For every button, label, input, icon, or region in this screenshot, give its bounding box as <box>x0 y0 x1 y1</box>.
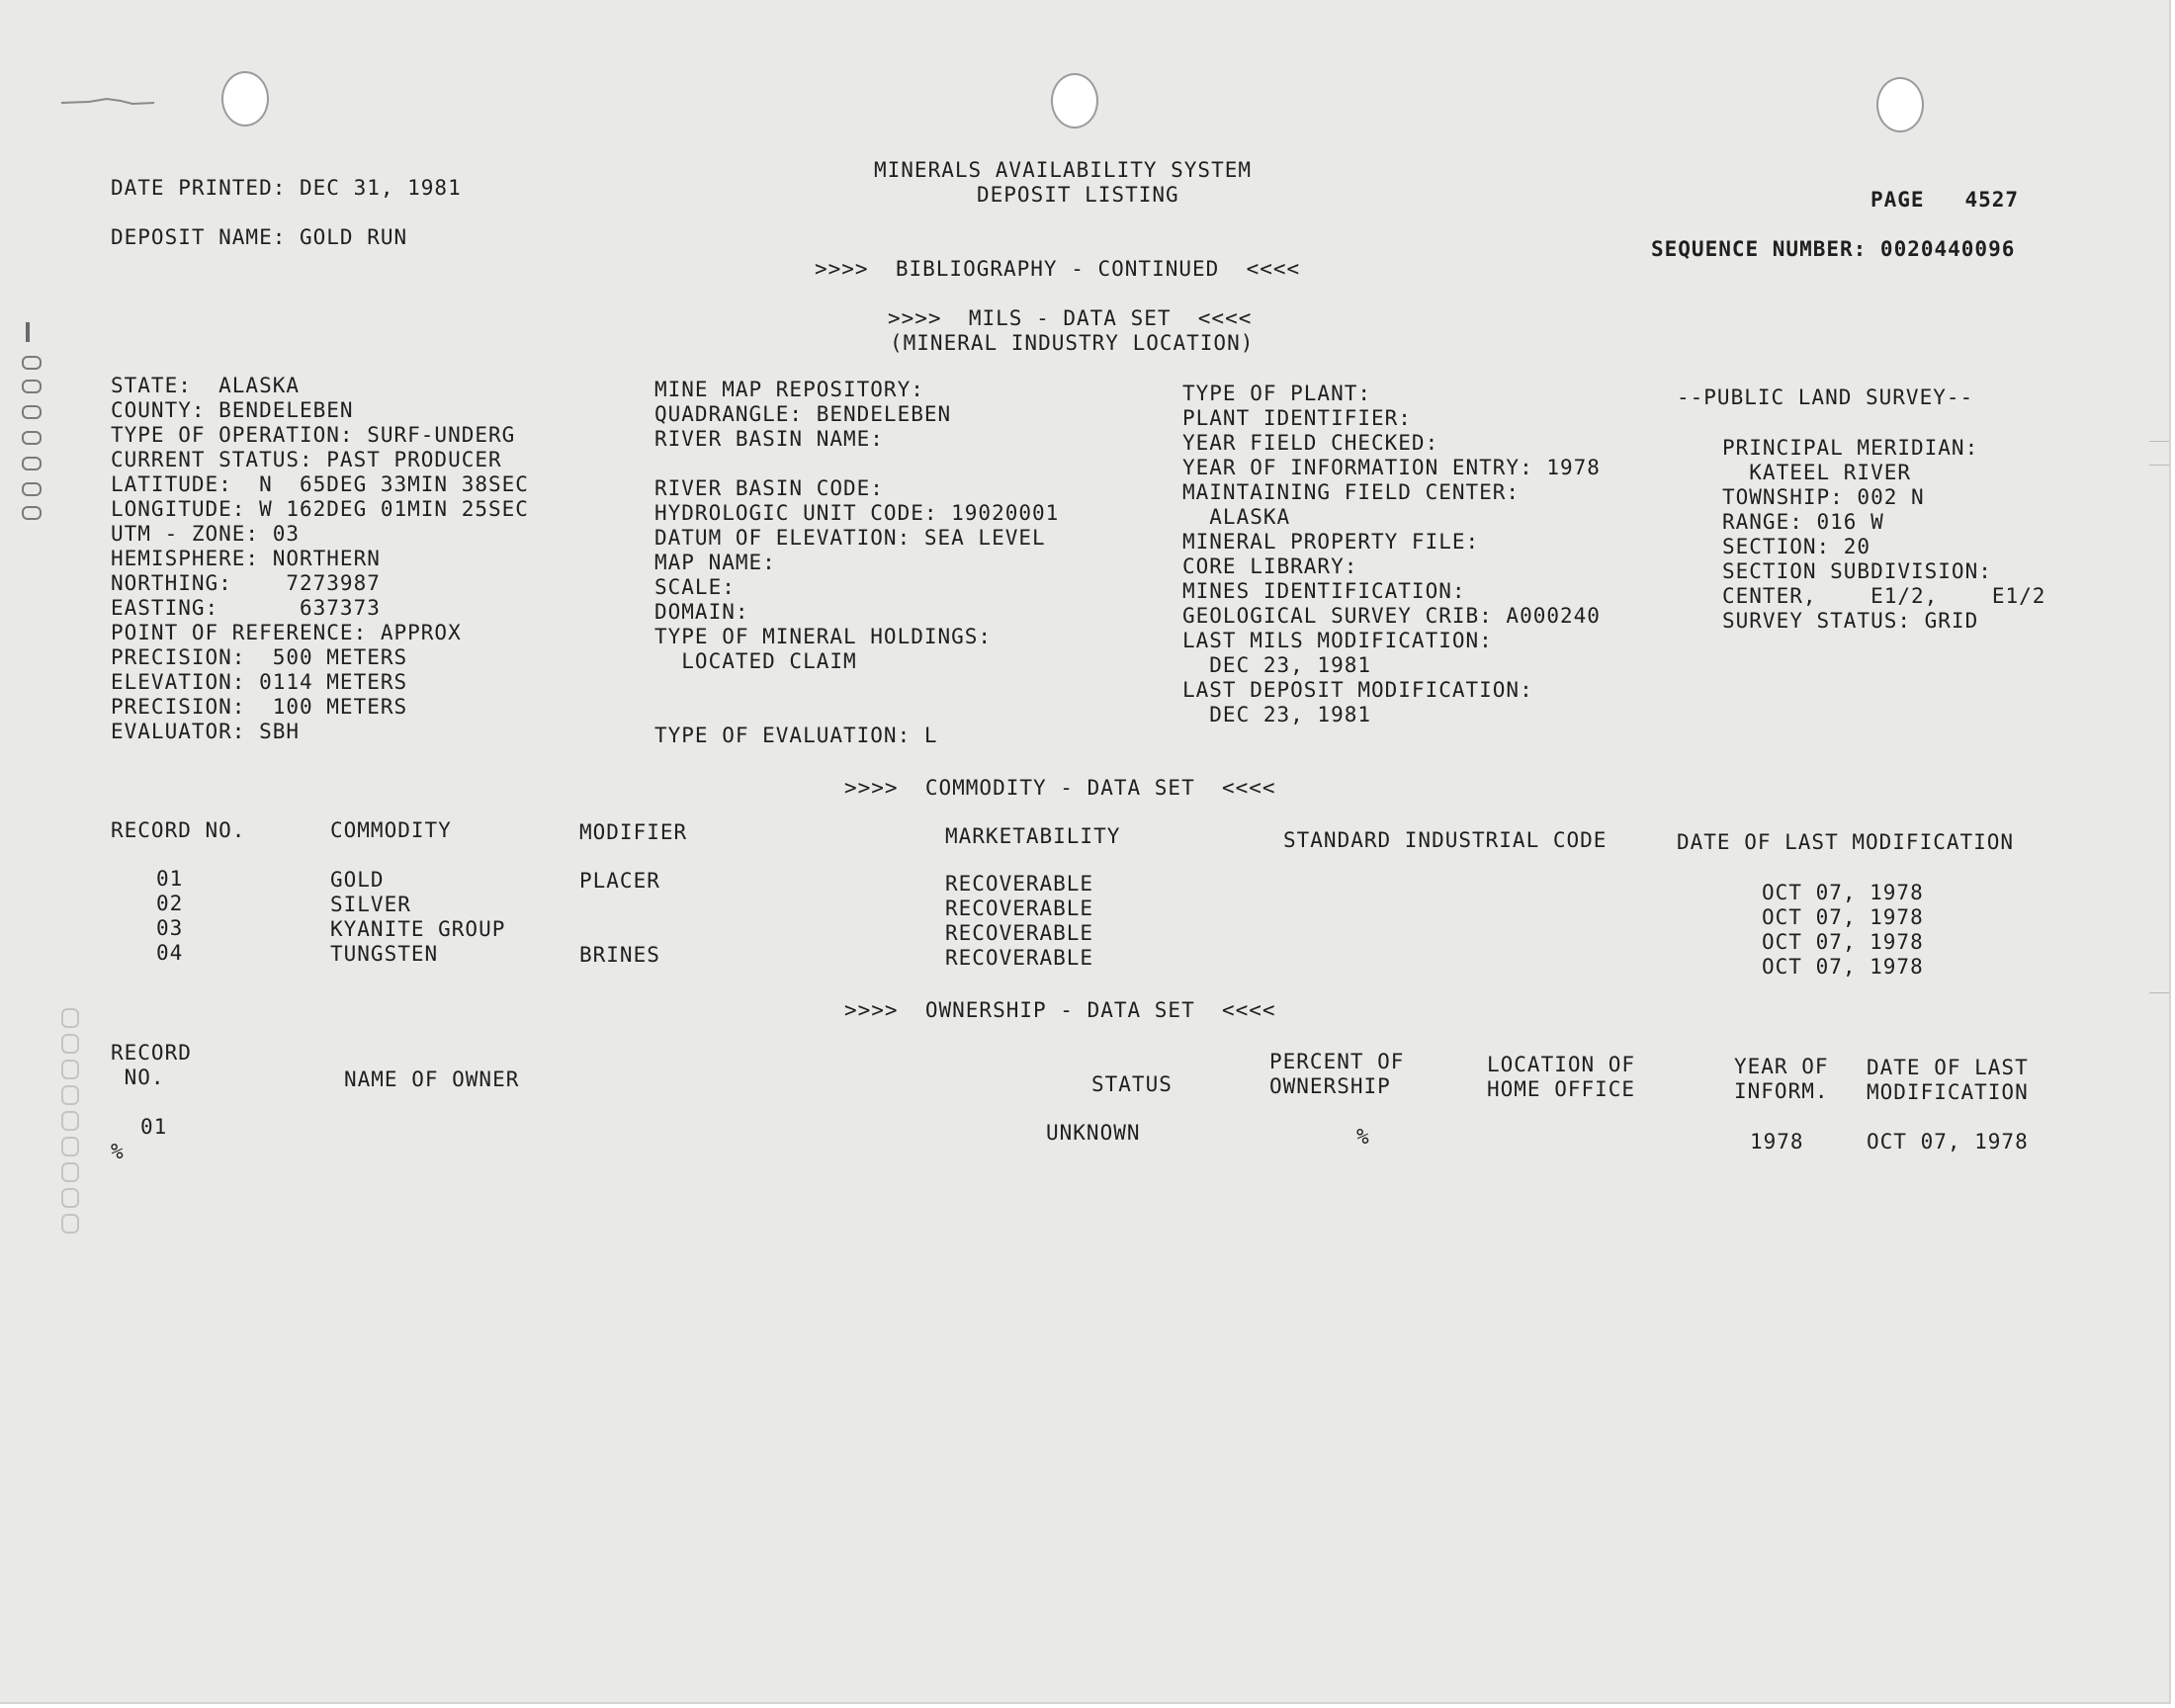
mils-col3-line: YEAR FIELD CHECKED: <box>1182 431 1439 455</box>
mils-col4-line: SURVEY STATUS: GRID <box>1722 609 1979 633</box>
mils-col2-line: SCALE: <box>654 575 736 599</box>
mils-col1-line: PRECISION: 100 METERS <box>111 695 408 719</box>
film-edge-mark-icon <box>22 482 42 496</box>
commodity-date: OCT 07, 1978 <box>1762 881 1924 904</box>
mils-col3-line: YEAR OF INFORMATION ENTRY: 1978 <box>1182 456 1601 479</box>
right-edge-rule <box>2149 441 2169 442</box>
commodity-name: SILVER <box>330 893 411 916</box>
bleed-through-mark-icon <box>61 1111 79 1131</box>
commodity-header-marketability: MARKETABILITY <box>945 824 1121 848</box>
ownership-header-date: MODIFICATION <box>1867 1080 2029 1104</box>
mils-col2-line: TYPE OF MINERAL HOLDINGS: <box>654 625 993 648</box>
ownership-header-status: STATUS <box>1091 1072 1173 1096</box>
bleed-through-mark-icon <box>61 1188 79 1208</box>
mils-col4-line: RANGE: 016 W <box>1722 510 1884 534</box>
commodity-record: 01 <box>156 867 184 891</box>
mils-col2-line: RIVER BASIN CODE: <box>654 476 884 500</box>
binder-hole-left <box>221 71 269 127</box>
binder-hole-center <box>1051 73 1098 128</box>
mils-col3-line: DEC 23, 1981 <box>1182 703 1372 726</box>
ownership-header-date: DATE OF LAST <box>1867 1056 2029 1079</box>
mils-col3-line: CORE LIBRARY: <box>1182 555 1358 578</box>
mils-col2-line: MAP NAME: <box>654 551 776 574</box>
mils-col1-line: POINT OF REFERENCE: APPROX <box>111 621 462 644</box>
commodity-name: KYANITE GROUP <box>330 917 506 941</box>
commodity-header-record: RECORD NO. <box>111 818 246 842</box>
commodity-header-commodity: COMMODITY <box>330 818 452 842</box>
commodity-marketability: RECOVERABLE <box>945 872 1094 896</box>
ownership-year: 1978 <box>1750 1130 1804 1153</box>
mils-col3-line: LAST DEPOSIT MODIFICATION: <box>1182 678 1533 702</box>
bleed-through-mark-icon <box>61 1034 79 1054</box>
ownership-header-record: NO. <box>111 1066 165 1089</box>
right-edge-rule <box>2149 465 2169 466</box>
commodity-marketability: RECOVERABLE <box>945 897 1094 920</box>
ownership-header-record: RECORD <box>111 1041 192 1065</box>
film-edge-mark-icon <box>22 457 42 470</box>
ownership-header-percent: OWNERSHIP <box>1269 1074 1391 1098</box>
mils-col1-line: ELEVATION: 0114 METERS <box>111 670 408 694</box>
mils-col2-line: QUADRANGLE: BENDELEBEN <box>654 402 952 426</box>
commodity-header-sic: STANDARD INDUSTRIAL CODE <box>1283 828 1608 852</box>
ownership-record: 01 <box>140 1115 168 1139</box>
binder-hole-right <box>1876 77 1924 132</box>
mils-col1-line: TYPE OF OPERATION: SURF-UNDERG <box>111 423 516 447</box>
commodity-date: OCT 07, 1978 <box>1762 905 1924 929</box>
mils-col1-line: NORTHING: 7273987 <box>111 571 381 595</box>
film-edge-mark-icon <box>22 506 42 520</box>
mils-col3-line: LAST MILS MODIFICATION: <box>1182 629 1493 652</box>
date-printed: DATE PRINTED: DEC 31, 1981 <box>111 176 462 200</box>
commodity-header-modifier: MODIFIER <box>579 820 688 844</box>
bleed-through-mark-icon <box>61 1008 79 1028</box>
ownership-percent: % <box>1356 1125 1370 1149</box>
commodity-date: OCT 07, 1978 <box>1762 955 1924 979</box>
mils-col2-line: RIVER BASIN NAME: <box>654 427 884 451</box>
bibliography-heading: >>>> BIBLIOGRAPHY - CONTINUED <<<< <box>815 257 1301 281</box>
mils-col3-line: MAINTAINING FIELD CENTER: <box>1182 480 1521 504</box>
bleed-through-mark-icon <box>61 1162 79 1182</box>
commodity-modifier: PLACER <box>579 869 660 893</box>
bleed-through-mark-icon <box>61 1214 79 1234</box>
mils-col4-line: SECTION: 20 <box>1722 535 1871 558</box>
commodity-date: OCT 07, 1978 <box>1762 930 1924 954</box>
mils-col2-line: MINE MAP REPOSITORY: <box>654 378 924 401</box>
mils-col1-line: PRECISION: 500 METERS <box>111 645 408 669</box>
mils-col4-line: TOWNSHIP: 002 N <box>1722 485 1925 509</box>
bleed-through-mark-icon <box>61 1060 79 1079</box>
film-edge-mark-icon <box>22 431 42 445</box>
commodity-title: >>>> COMMODITY - DATA SET <<<< <box>844 776 1276 800</box>
commodity-record: 02 <box>156 892 184 915</box>
mils-col4-line: SECTION SUBDIVISION: <box>1722 559 1992 583</box>
commodity-record: 03 <box>156 916 184 940</box>
ownership-header-percent: PERCENT OF <box>1269 1050 1405 1073</box>
right-edge-rule <box>2149 992 2169 993</box>
ownership-header-location: LOCATION OF <box>1487 1053 1636 1076</box>
mils-col1-line: LATITUDE: N 65DEG 33MIN 38SEC <box>111 472 529 496</box>
mils-col2-line: HYDROLOGIC UNIT CODE: 19020001 <box>654 501 1060 525</box>
mils-col1-line: EVALUATOR: SBH <box>111 720 301 743</box>
film-edge-mark-icon <box>22 380 42 393</box>
film-edge-mark-icon <box>22 356 42 370</box>
mils-col2-line: LOCATED CLAIM <box>654 649 857 673</box>
mils-col3-line: MINERAL PROPERTY FILE: <box>1182 530 1480 554</box>
mils-col3-line: GEOLOGICAL SURVEY CRIB: A000240 <box>1182 604 1601 628</box>
film-edge-mark-icon <box>22 405 42 419</box>
ownership-header-year: INFORM. <box>1734 1079 1829 1103</box>
commodity-marketability: RECOVERABLE <box>945 921 1094 945</box>
mils-col1-line: COUNTY: BENDELEBEN <box>111 398 354 422</box>
commodity-record: 04 <box>156 941 184 965</box>
ownership-status: UNKNOWN <box>1046 1121 1141 1145</box>
film-edge-mark-icon <box>26 322 30 342</box>
mils-col2-line: DOMAIN: <box>654 600 749 624</box>
ownership-header-year: YEAR OF <box>1734 1055 1829 1078</box>
sequence-number: SEQUENCE NUMBER: 0020440096 <box>1651 237 2016 261</box>
commodity-modifier: BRINES <box>579 943 660 967</box>
ownership-date: OCT 07, 1978 <box>1867 1130 2029 1153</box>
mils-col1-line: LONGITUDE: W 162DEG 01MIN 25SEC <box>111 497 529 521</box>
mils-col1-line: EASTING: 637373 <box>111 596 381 620</box>
mils-col4-line: KATEEL RIVER <box>1722 461 1912 484</box>
mils-col3-line: TYPE OF PLANT: <box>1182 382 1372 405</box>
commodity-marketability: RECOVERABLE <box>945 946 1094 970</box>
pencil-scribble-icon <box>59 95 158 109</box>
mils-col4-line: CENTER, E1/2, E1/2 <box>1722 584 2046 608</box>
commodity-name: TUNGSTEN <box>330 942 439 966</box>
mils-col1-line: CURRENT STATUS: PAST PRODUCER <box>111 448 502 471</box>
mils-col1-line: HEMISPHERE: NORTHERN <box>111 547 381 570</box>
ownership-title: >>>> OWNERSHIP - DATA SET <<<< <box>844 998 1276 1022</box>
commodity-name: GOLD <box>330 868 385 892</box>
mils-col2-line: DATUM OF ELEVATION: SEA LEVEL <box>654 526 1046 550</box>
ownership-percent-mark: % <box>111 1140 125 1163</box>
mils-col3-line: DEC 23, 1981 <box>1182 653 1372 677</box>
bleed-through-mark-icon <box>61 1085 79 1105</box>
mils-col3-line: MINES IDENTIFICATION: <box>1182 579 1466 603</box>
ownership-header-location: HOME OFFICE <box>1487 1077 1636 1101</box>
mils-col1-line: UTM - ZONE: 03 <box>111 522 301 546</box>
page-number: PAGE 4527 <box>1870 188 2020 212</box>
plss-heading: --PUBLIC LAND SURVEY-- <box>1677 385 1974 409</box>
ownership-header-owner: NAME OF OWNER <box>344 1068 520 1091</box>
listing-title: DEPOSIT LISTING <box>977 183 1179 207</box>
mils-col1-line: STATE: ALASKA <box>111 374 301 397</box>
bleed-through-mark-icon <box>61 1137 79 1156</box>
mils-col4-line: PRINCIPAL MERIDIAN: <box>1722 436 1979 460</box>
mils-col3-line: PLANT IDENTIFIER: <box>1182 406 1412 430</box>
mils-col2-line: TYPE OF EVALUATION: L <box>654 724 938 747</box>
commodity-header-date: DATE OF LAST MODIFICATION <box>1677 830 2015 854</box>
mils-subtitle: (MINERAL INDUSTRY LOCATION) <box>890 331 1255 355</box>
system-title: MINERALS AVAILABILITY SYSTEM <box>874 158 1253 182</box>
mils-col3-line: ALASKA <box>1182 505 1291 529</box>
deposit-name: DEPOSIT NAME: GOLD RUN <box>111 225 408 249</box>
mils-title: >>>> MILS - DATA SET <<<< <box>888 306 1253 330</box>
